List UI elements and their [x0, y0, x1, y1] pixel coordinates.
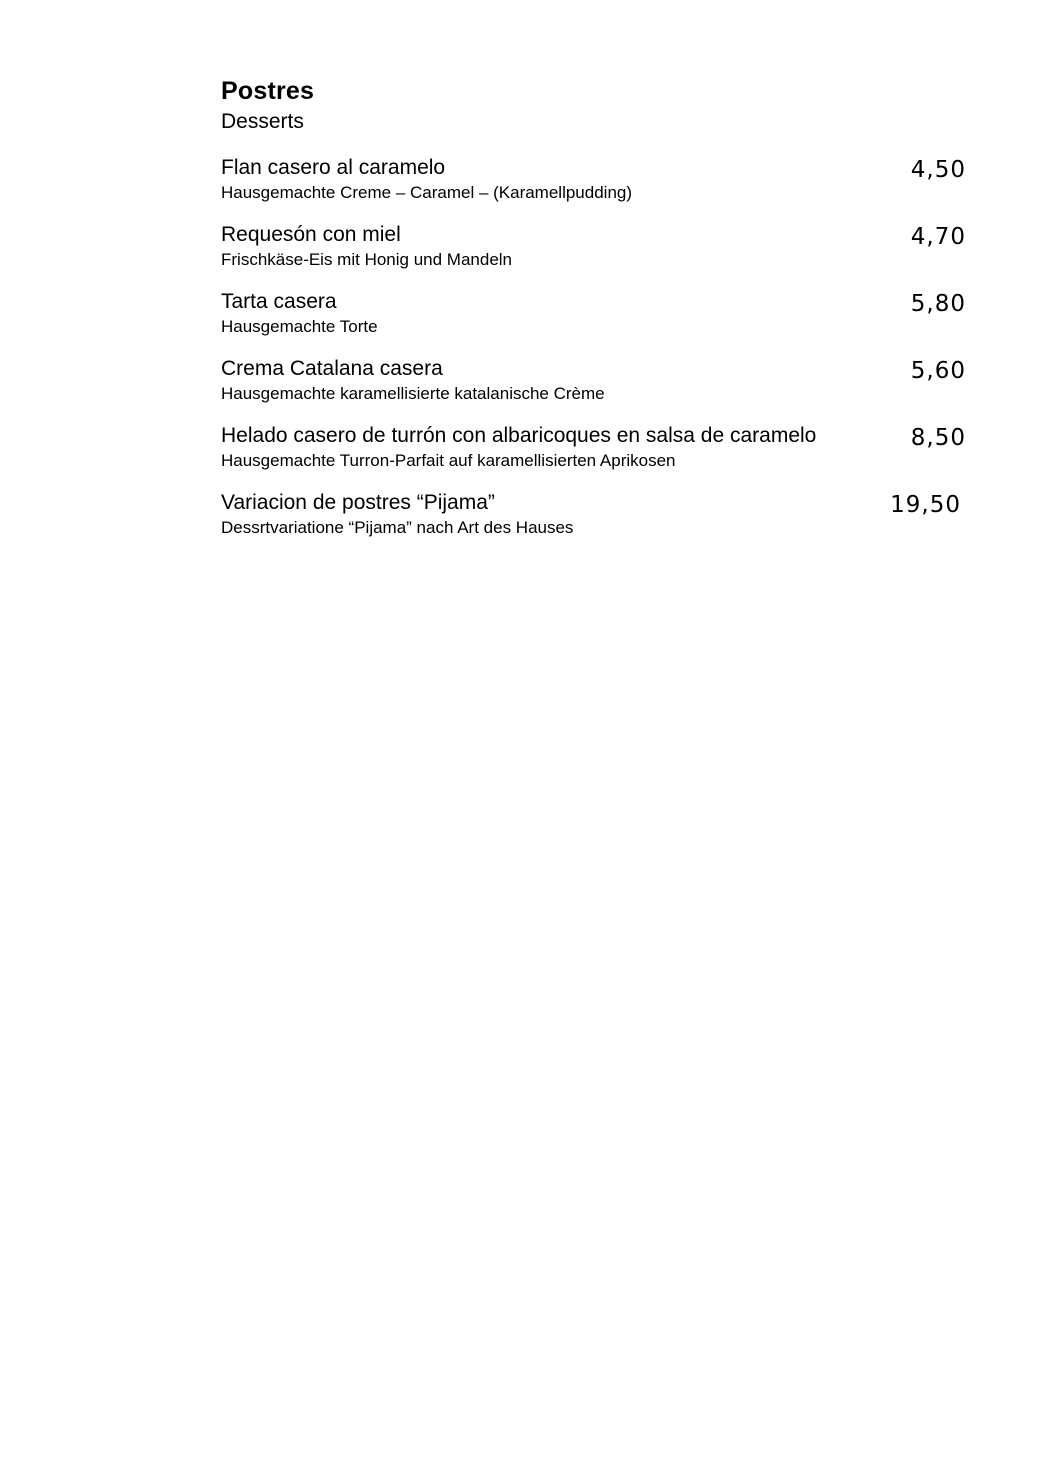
item-price: 4,50: [910, 157, 966, 183]
item-description: Dessrtvariatione “Pijama” nach Art des Hauses: [221, 518, 574, 537]
menu-item-pijama: [221, 490, 966, 557]
item-name: Variacion de postres “Pijama”: [221, 491, 495, 514]
menu-item-crema-catalana: [221, 356, 966, 423]
item-description: Hausgemachte Torte: [221, 317, 378, 336]
item-price: 5,80: [910, 291, 966, 317]
menu-item-helado: [221, 423, 966, 490]
item-description: Frischkäse-Eis mit Honig und Mandeln: [221, 250, 513, 269]
item-description: Hausgemachte Creme – Caramel – (Karamellpudding): [221, 183, 633, 202]
menu-items-list: [221, 155, 966, 557]
item-description: Hausgemachte karamellisierte katalanische Crème: [221, 384, 605, 403]
menu-item-requeson: [221, 222, 966, 289]
item-price: 8,50: [910, 425, 966, 451]
section-subtitle: Desserts: [221, 110, 304, 133]
menu-item-flan: [221, 155, 966, 222]
item-name: Requesón con miel: [221, 223, 401, 246]
menu-item-tarta: [221, 289, 966, 356]
item-name: Flan casero al caramelo: [221, 156, 446, 179]
item-name: Crema Catalana casera: [221, 357, 443, 380]
item-description: Hausgemachte Turron-Parfait auf karamellisierten Aprikosen: [221, 451, 676, 470]
dessert-menu: [221, 76, 966, 557]
section-title: Postres: [221, 77, 315, 105]
item-price: 19,50: [890, 492, 961, 518]
item-price: 4,70: [910, 224, 966, 250]
item-name: Helado casero de turrón con albaricoques en salsa de caramelo: [221, 424, 817, 447]
item-name: Tarta casera: [221, 290, 337, 313]
item-price: 5,60: [910, 358, 966, 384]
